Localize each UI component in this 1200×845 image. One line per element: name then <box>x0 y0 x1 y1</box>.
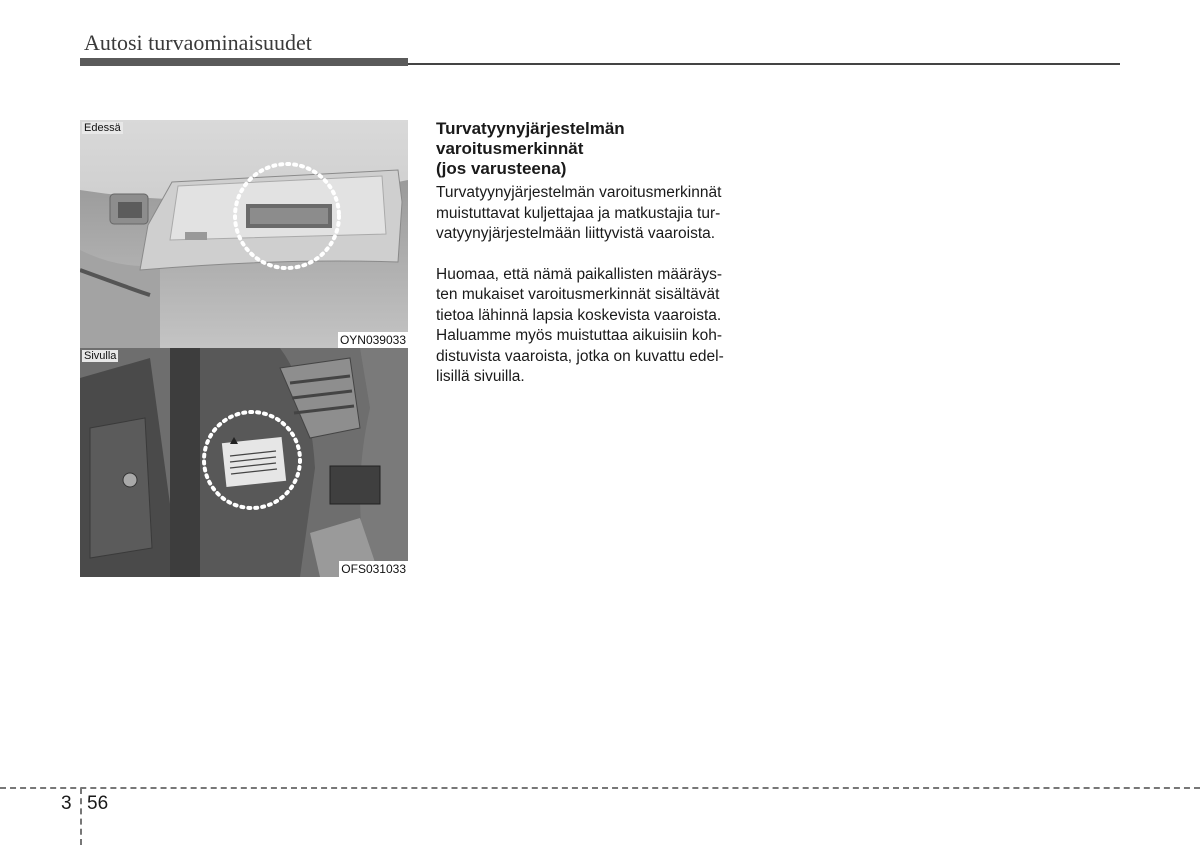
content-column <box>436 119 766 408</box>
page-header-title: Autosi turvaominaisuudet <box>84 30 312 55</box>
sunvisor-illustration <box>80 120 408 348</box>
section-heading: Turvatyynyjärjestelmän varoitusmerkinnät (jos varusteena) <box>436 119 625 178</box>
figure-front-sunvisor <box>80 120 408 348</box>
side-label-illustration <box>80 348 408 577</box>
page-number: 56 <box>87 793 109 814</box>
figure-label-side: Sivulla <box>84 350 117 362</box>
figure-code-front: OYN039033 <box>339 333 406 347</box>
figure-code-side: OFS031033 <box>341 562 406 576</box>
chapter-number: 3 <box>61 793 72 814</box>
footer-vertical-divider <box>80 788 82 845</box>
footer-divider <box>0 787 1200 789</box>
header-rule-thin <box>408 63 1120 65</box>
figure-side-dashboard <box>80 348 408 577</box>
figure-label-front: Edessä <box>84 122 121 134</box>
paragraph-intro: Turvatyynyjärjestelmän varoitusmerkinnät muistuttavat kuljettajaa ja matkustajia tur- vatyynyjärjestelmään liittyvistä vaaroista. <box>436 184 722 242</box>
header-rule-thick <box>80 58 408 66</box>
paragraph-note: Huomaa, että nämä paikallisten määräys- ten mukaiset varoitusmerkinnät sisältävät tietoa lähinnä lapsia koskevista vaaroista. Haluamme myös muistuttaa aikuisiin koh- distuvista vaaroista, jotka on kuvattu edel- lisillä sivuilla. <box>436 265 724 385</box>
